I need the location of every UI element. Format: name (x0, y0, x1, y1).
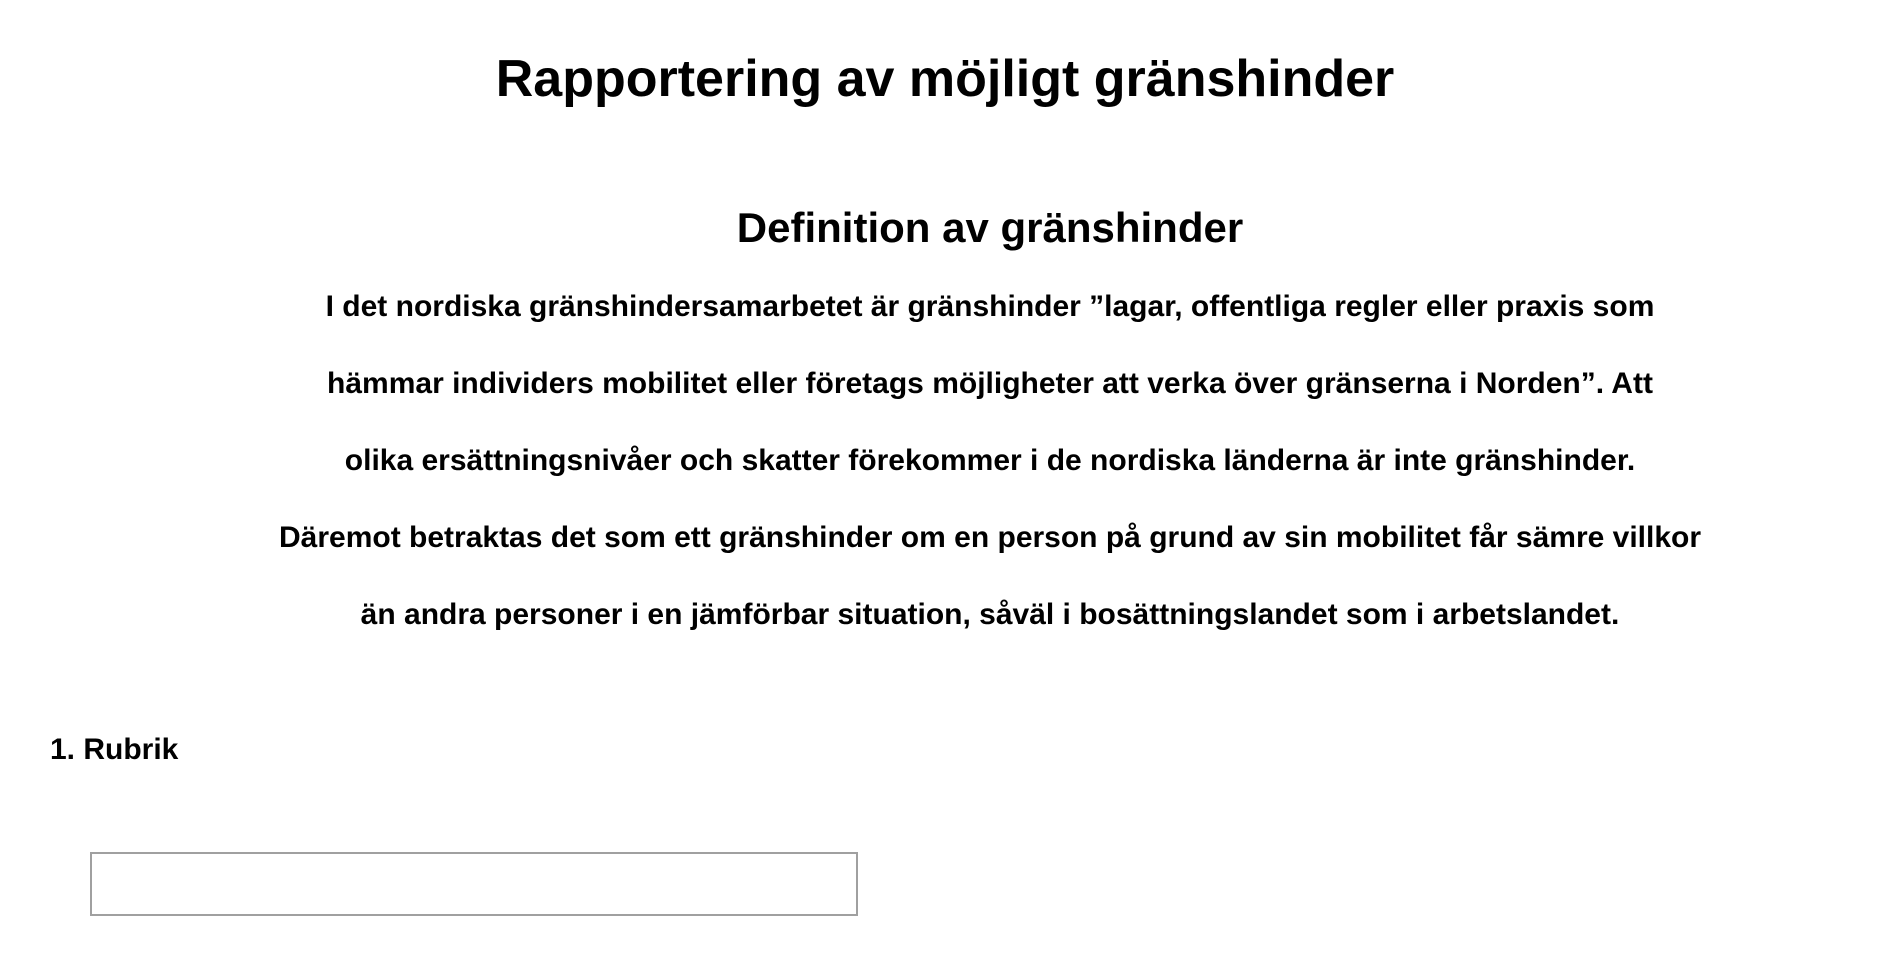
definition-line: Däremot betraktas det som ett gränshinder om en person på grund av sin mobilitet får sämre villkor (278, 521, 1702, 554)
definition-heading: Definition av gränshinder (736, 204, 1244, 251)
definition-line: hämmar individers mobilitet eller företags möjligheter att verka över gränserna i Norden”. Att (327, 367, 1653, 400)
definition-text (105, 268, 1875, 653)
definition-line: olika ersättningsnivåer och skatter förekommer i de nordiska länderna är inte gränshinder. (344, 444, 1636, 477)
definition-line: I det nordiska gränshindersamarbetet är gränshinder ”lagar, offentliga regler eller praxis som (325, 290, 1655, 323)
page-title: Rapportering av möjligt gränshinder (495, 50, 1395, 108)
definition-line: än andra personer i en jämförbar situation, såväl i bosättningslandet som i arbetslandet. (360, 598, 1620, 631)
rubrik-input[interactable] (90, 852, 858, 916)
rubrik-label: 1. Rubrik (50, 733, 179, 766)
